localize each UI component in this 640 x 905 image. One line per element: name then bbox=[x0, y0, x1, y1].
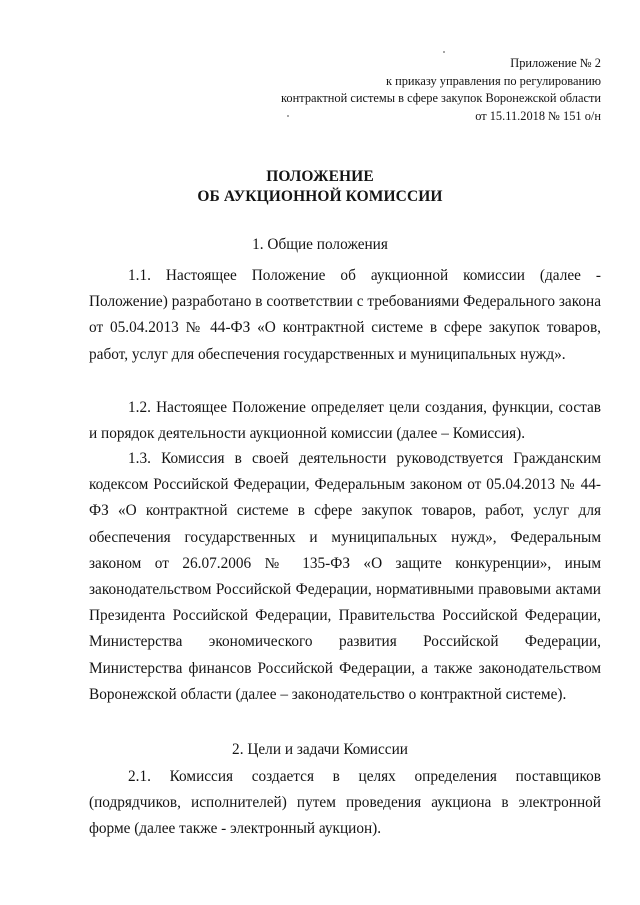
scan-speck bbox=[443, 51, 445, 53]
paragraph-1-3: 1.3. Комиссия в своей деятельности руководствуется Гражданским кодексом Российской Федерации, Федеральным законом от 05.04.2013 № 44-ФЗ «О контрактной системе в сфере закупок товаров, работ, услуг для обеспечения государственных и муниципальных нужд», Федеральным законом от 26.07.2006 № 135-ФЗ «О защите конкуренции», иным законодательством Российской Федерации, нормативными правовыми актами Президента Российской Федерации, Правительства Российской Федерации, Министерства экономического развития Российской Федерации, Министерства финансов Российской Федерации, а также законодательством Воронежской области (далее – законодательство о контрактной системе). bbox=[89, 450, 601, 703]
section-heading-goals: 2. Цели и задачи Комиссии bbox=[232, 741, 408, 758]
document-title bbox=[0, 167, 640, 207]
paragraph-1-1: 1.1. Настоящее Положение об аукционной комиссии (далее - Положение) разработано в соответствии с требованиями Федерального закона от 05.04.2013 № 44-ФЗ «О контрактной системе в сфере закупок товаров, работ, услуг для обеспечения государственных и муниципальных нужд». bbox=[89, 267, 601, 363]
appendix-issuer: контрактной системы в сфере закупок Воронежской области bbox=[281, 91, 601, 105]
title-line-2: ОБ АУКЦИОННОЙ КОМИССИИ bbox=[197, 188, 443, 205]
appendix-date: от 15.11.2018 № 151 о/н bbox=[475, 108, 601, 123]
paragraph-1-2: 1.2. Настоящее Положение определяет цели создания, функции, состав и порядок деятельности аукционной комиссии (далее – Комиссия). bbox=[89, 399, 601, 443]
appendix-number: Приложение № 2 bbox=[510, 56, 601, 70]
scan-speck bbox=[287, 115, 289, 117]
appendix-order-ref: к приказу управления по регулированию bbox=[385, 73, 601, 88]
section-heading-general: 1. Общие положения bbox=[252, 236, 388, 253]
title-line-1: ПОЛОЖЕНИЕ bbox=[266, 168, 374, 185]
appendix-header bbox=[281, 55, 601, 125]
paragraph-2-1: 2.1. Комиссия создается в целях определения поставщиков (подрядчиков, исполнителей) путем проведения аукциона в электронной форме (далее также - электронный аукцион). bbox=[89, 768, 601, 838]
